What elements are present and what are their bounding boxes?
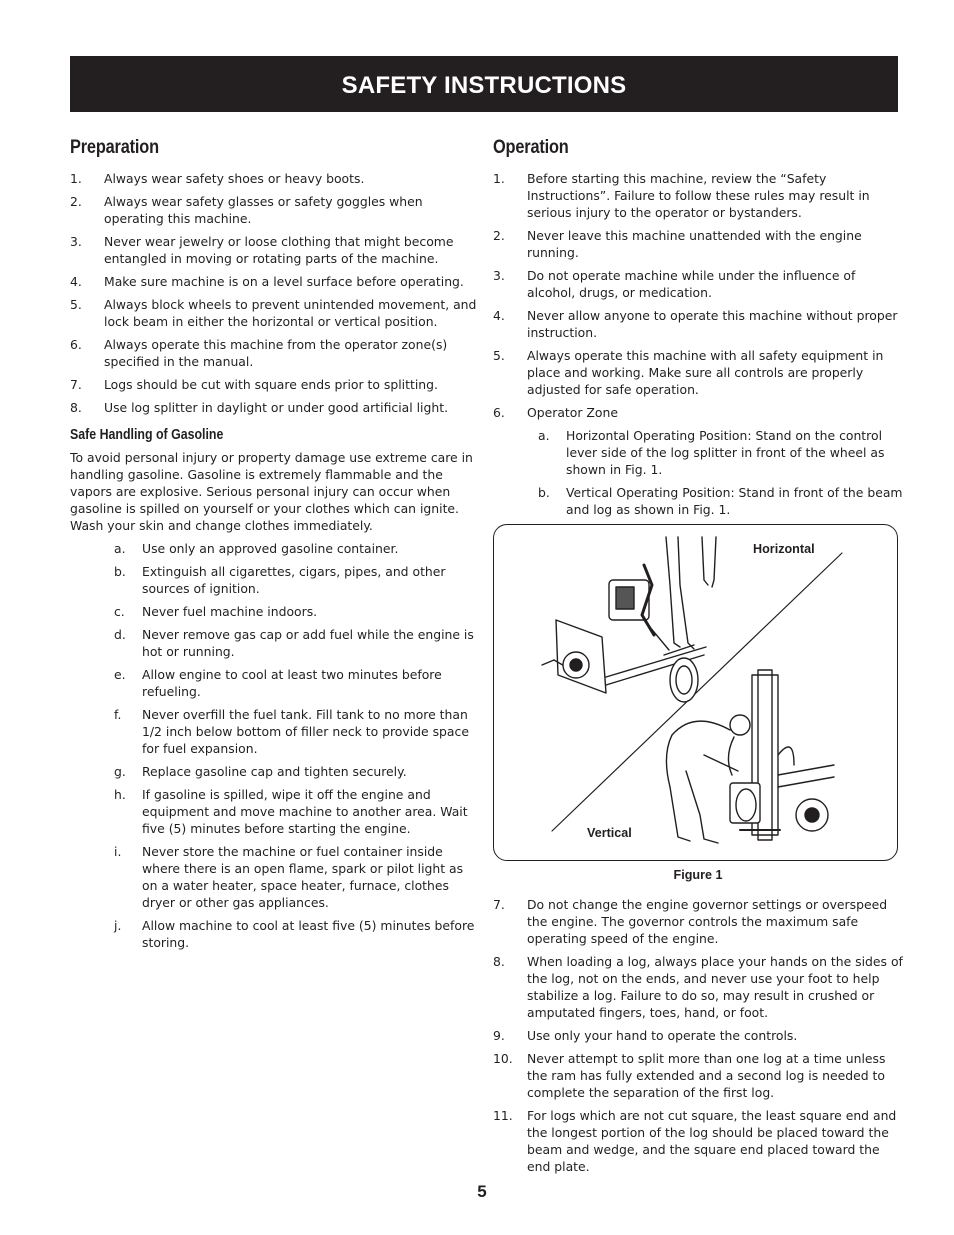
gasoline-intro: To avoid personal injury or property damage use extreme care in handling gasoline. Gasoline is extremely flammable and the vapors are explosive. Serious personal injury can occur when gasoline is spilled on yourself or your clothes which can ignite. Wash your skin and change clothes immediately. [70,450,473,533]
gasoline-heading: Safe Handling of Gasoline [70,427,224,443]
list-item: 7. Logs should be cut with square ends prior to splitting. [70,377,438,392]
list-item: 2. Never leave this machine unattended with the engine running. [493,228,862,260]
figure-caption: Figure 1 [673,868,723,882]
list-item: 8. When loading a log, always place your hands on the sides of the log, not on the ends, and never use your foot to help stabilize a log. Failure to do so, may result in crushed or amputated fingers, toes, hand, or foot. [493,954,903,1020]
list-item: e. Allow engine to cool at least two minutes before refueling. [114,667,442,699]
list-item: f. Never overfill the fuel tank. Fill tank to no more than 1/2 inch below bottom of filler neck to provide space for fuel expansion. [114,707,469,756]
vertical-splitter-drawing [730,670,834,840]
list-item: j. Allow machine to cool at least five (5) minutes before storing. [114,918,475,950]
page-number: 5 [477,1182,487,1201]
horizontal-operator-drawing [666,537,716,649]
list-item: 5. Always block wheels to prevent unintended movement, and lock beam in either the horizontal or vertical position. [70,297,477,329]
list-item: 1. Always wear safety shoes or heavy boots. [70,171,365,186]
list-item: 3. Never wear jewelry or loose clothing that might become entangled in moving or rotating parts of the machine. [70,234,454,266]
list-item: h. If gasoline is spilled, wipe it off the engine and equipment and move machine to another area. Wait five (5) minutes before starting the engine. [114,787,468,836]
operation-column [493,136,903,1181]
list-item: g. Replace gasoline cap and tighten securely. [114,764,407,779]
list-item: c. Never fuel machine indoors. [114,604,318,619]
horizontal-splitter-drawing [542,565,706,702]
section-banner [70,56,898,112]
list-item: 10. Never attempt to split more than one log at a time unless the ram has fully extended and a second log is needed to complete the separation of the first log. [493,1051,886,1100]
operation-list [493,170,903,421]
list-item: 1. Before starting this machine, review the “Safety Instructions”. Failure to follow these rules may result in serious injury to the operator or bystanders. [493,171,870,220]
list-item: 2. Always wear safety glasses or safety goggles when operating this machine. [70,194,423,226]
list-item: 9. Use only your hand to operate the controls. [493,1028,798,1043]
list-item: 4. Never allow anyone to operate this machine without proper instruction. [493,308,898,340]
preparation-column [70,136,478,957]
list-item: b. Vertical Operating Position: Stand in front of the beam and log as shown in Fig. 1. [538,485,903,517]
list-item: 8. Use log splitter in daylight or under good artificial light. [70,400,449,415]
list-item: 6. Always operate this machine from the operator zone(s) specified in the manual. [70,337,448,369]
preparation-list [70,170,478,416]
list-item: a. Horizontal Operating Position: Stand on the control lever side of the log splitter in front of the wheel as shown in Fig. 1. [538,428,885,477]
figure-label-horizontal: Horizontal [753,542,815,556]
gasoline-list [114,540,478,951]
preparation-heading: Preparation [70,137,159,158]
list-item: 4. Make sure machine is on a level surface before operating. [70,274,464,289]
list-item: 11. For logs which are not cut square, the least square end and the longest portion of the log should be placed toward the beam and wedge, and the square end placed toward the end plate. [493,1108,897,1174]
list-item: 5. Always operate this machine with all safety equipment in place and working. Make sure all controls are properly adjusted for safe operation. [493,348,884,397]
list-item: i. Never store the machine or fuel container inside where there is an open flame, spark or pilot light as on a water heater, space heater, furnace, clothes dryer or other gas appliances. [114,844,464,910]
operator-zone-illustration [494,525,897,860]
figure-label-vertical: Vertical [587,826,632,840]
page-title: SAFETY INSTRUCTIONS [341,72,627,99]
list-item: a. Use only an approved gasoline container. [114,541,399,556]
list-item: 6. Operator Zone [493,405,618,420]
operation-list-continued [493,896,903,1175]
list-item: 3. Do not operate machine while under the influence of alcohol, drugs, or medication. [493,268,856,300]
figure-1 [493,524,898,861]
list-item: b. Extinguish all cigarettes, cigars, pipes, and other sources of ignition. [114,564,446,596]
list-item: d. Never remove gas cap or add fuel while the engine is hot or running. [114,627,474,659]
operator-zone-list [538,427,903,518]
vertical-operator-drawing [666,715,750,843]
operation-heading: Operation [493,137,569,158]
list-item: 7. Do not change the engine governor settings or overspeed the engine. The governor controls the maximum safe operating speed of the engine. [493,897,888,946]
